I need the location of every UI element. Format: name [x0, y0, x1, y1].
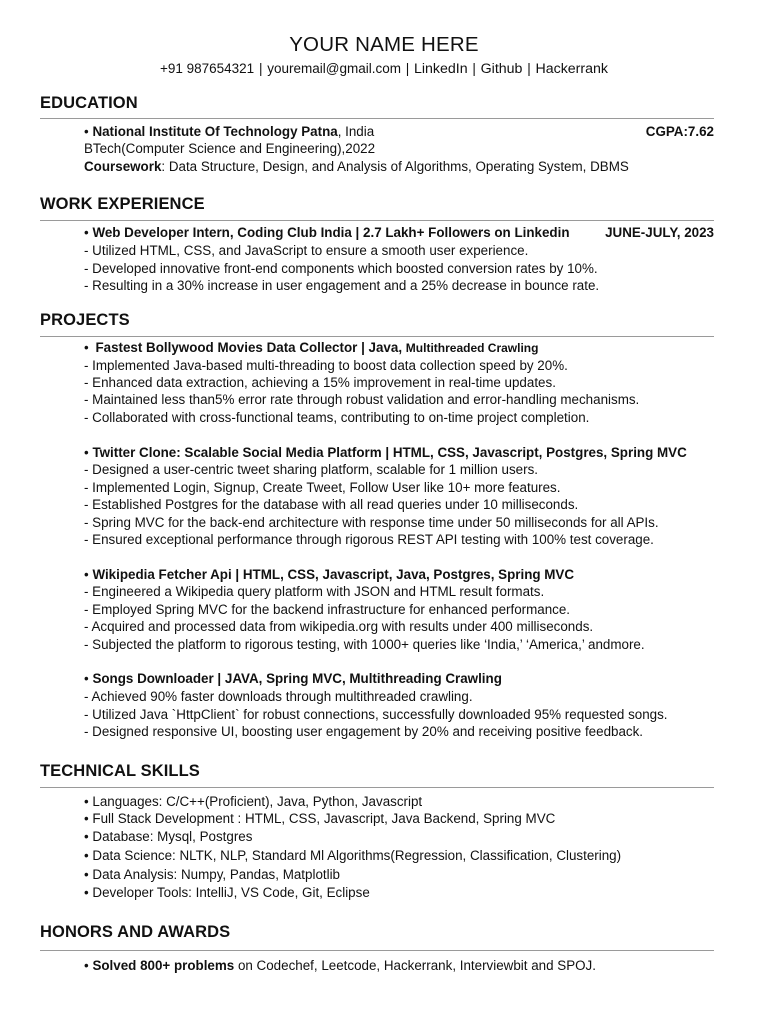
contact-line: +91 987654321 | youremail@gmail.com | LinkedIn | Github | Hackerrank [159, 61, 609, 77]
honor-highlight: Solved 800+ problems [92, 958, 235, 973]
skill-item: • Data Science: NLTK, NLP, Standard Ml Algorithms(Regression, Classification, Clustering) [84, 848, 622, 863]
project-point: - Maintained less than5% error rate through robust validation and error-handling mechanisms. [84, 392, 640, 407]
github-link[interactable]: Github [480, 61, 523, 77]
work-heading: Web Developer Intern, Coding Club India | 2.7 Lakh+ Followers on Linkedin [92, 225, 570, 240]
skill-item: • Developer Tools: IntelliJ, VS Code, Git, Eclipse [84, 885, 370, 900]
institute-location: , India [337, 124, 375, 139]
section-divider [40, 220, 714, 221]
section-divider [40, 950, 714, 951]
email-address[interactable]: youremail@gmail.com [267, 61, 401, 76]
work-point: - Resulting in a 30% increase in user engagement and a 25% decrease in bounce rate. [84, 278, 600, 293]
bullet: • [84, 225, 89, 240]
work-dates: JUNE-JULY, 2023 [605, 225, 714, 240]
section-title-honors: HONORS AND AWARDS [40, 923, 231, 941]
bullet: • [84, 958, 89, 973]
project-heading-line [84, 444, 687, 461]
bullet: • [84, 567, 89, 582]
project-heading-line [84, 566, 574, 583]
work-point: - Utilized HTML, CSS, and JavaScript to ensure a smooth user experience. [84, 243, 529, 258]
project-point: - Achieved 90% faster downloads through multithreaded crawling. [84, 689, 473, 704]
section-title-education: EDUCATION [40, 94, 138, 112]
project-heading: Fastest Bollywood Movies Data Collector | Java, [95, 340, 403, 355]
hackerrank-link[interactable]: Hackerrank [535, 61, 609, 77]
institute-name: National Institute Of Technology Patna [92, 124, 338, 139]
project-point: - Subjected the platform to rigorous testing, with 1000+ queries like ‘India,’ ‘America,’ andmore. [84, 637, 645, 652]
project-heading: Twitter Clone: Scalable Social Media Platform | HTML, CSS, Javascript, Postgres, Spring MVC [92, 445, 687, 460]
project-point: - Enhanced data extraction, achieving a 15% improvement in real-time updates. [84, 375, 556, 390]
candidate-name: YOUR NAME HERE [289, 33, 479, 56]
project-point: - Designed responsive UI, boosting user engagement by 20% and receiving positive feedback. [84, 724, 644, 739]
honor-item [84, 957, 596, 974]
project-point: - Engineered a Wikipedia query platform with JSON and HTML result formats. [84, 584, 545, 599]
project-point: - Acquired and processed data from wikipedia.org with results under 400 milliseconds. [84, 619, 594, 634]
project-point: - Implemented Java-based multi-threading to boost data collection speed by 20%. [84, 358, 568, 373]
degree: BTech(Computer Science and Engineering),2022 [84, 141, 376, 156]
project-heading-line [84, 670, 502, 687]
bullet: • [84, 124, 89, 139]
skill-item: • Full Stack Development : HTML, CSS, Javascript, Java Backend, Spring MVC [84, 811, 556, 826]
coursework-line [84, 158, 629, 175]
phone-number: +91 987654321 [159, 61, 255, 76]
project-point: - Ensured exceptional performance through rigorous REST API testing with 100% test coverage. [84, 532, 654, 547]
project-point: - Implemented Login, Signup, Create Tweet, Follow User like 10+ more features. [84, 480, 561, 495]
section-divider [40, 336, 714, 337]
education-institute-line [84, 123, 374, 140]
skill-item: • Languages: C/C++(Proficient), Java, Python, Javascript [84, 794, 423, 809]
project-heading-line [84, 339, 538, 357]
project-point: - Spring MVC for the back-end architecture with response time under 50 milliseconds for all APIs. [84, 515, 659, 530]
bullet: • [84, 445, 89, 460]
section-title-projects: PROJECTS [40, 311, 130, 329]
project-point: - Designed a user-centric tweet sharing platform, scalable for 1 million users. [84, 462, 538, 477]
work-heading-line [84, 224, 570, 241]
project-heading: Wikipedia Fetcher Api | HTML, CSS, Javascript, Java, Postgres, Spring MVC [92, 567, 575, 582]
project-point: - Employed Spring MVC for the backend infrastructure for enhanced performance. [84, 602, 571, 617]
honor-text: on Codechef, Leetcode, Hackerrank, Interviewbit and SPOJ. [234, 958, 596, 973]
project-point: - Utilized Java `HttpClient` for robust connections, successfully downloaded 95% requested songs. [84, 707, 668, 722]
skill-item: • Database: Mysql, Postgres [84, 829, 253, 844]
section-title-technical-skills: TECHNICAL SKILLS [40, 762, 200, 780]
section-divider [40, 787, 714, 788]
cgpa: CGPA:7.62 [645, 124, 714, 139]
work-point: - Developed innovative front-end components which boosted conversion rates by 10%. [84, 261, 598, 276]
coursework-label: Coursework [84, 159, 162, 174]
coursework-text: : Data Structure, Design, and Analysis of Algorithms, Operating System, DBMS [161, 159, 629, 174]
project-heading-tag: Multithreaded Crawling [405, 341, 539, 355]
bullet: • [84, 340, 89, 355]
linkedin-link[interactable]: LinkedIn [413, 61, 468, 77]
bullet: • [84, 671, 89, 686]
skill-item: • Data Analysis: Numpy, Pandas, Matplotlib [84, 867, 341, 882]
project-point: - Established Postgres for the database with all read queries under 10 milliseconds. [84, 497, 579, 512]
section-title-work-experience: WORK EXPERIENCE [40, 195, 205, 213]
project-heading: Songs Downloader | JAVA, Spring MVC, Multithreading Crawling [92, 671, 502, 686]
section-divider [40, 118, 714, 119]
project-point: - Collaborated with cross-functional teams, contributing to on-time project completion. [84, 410, 590, 425]
